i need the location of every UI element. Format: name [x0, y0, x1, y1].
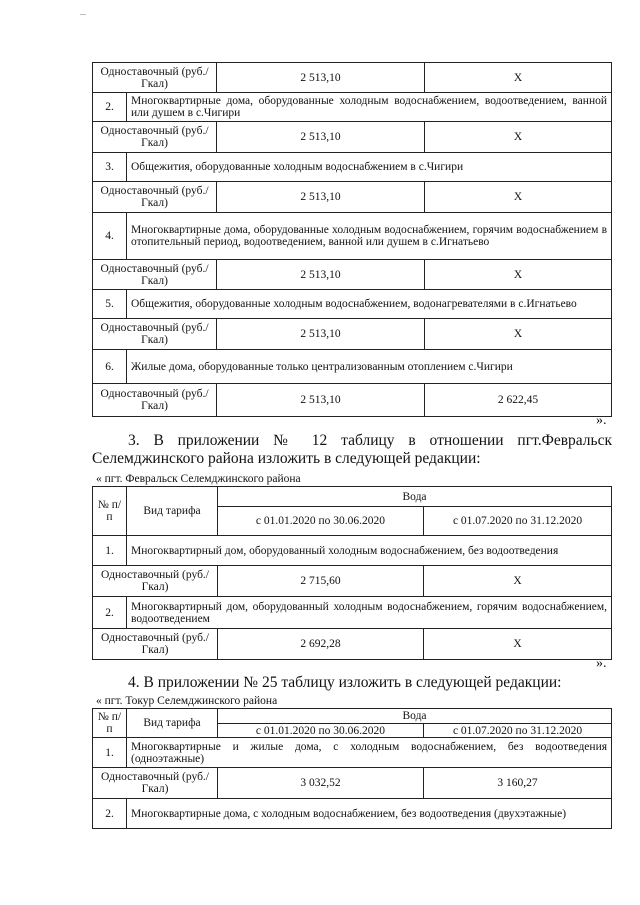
value-period-1: 2 513,10 — [217, 260, 425, 290]
row-description: Общежития, оборудованные холодным водоснабжением в с.Чигири — [127, 153, 612, 182]
tariff-table-fevralsk — [92, 486, 612, 660]
value-period-1: 2 513,10 — [217, 182, 425, 213]
header-period-1: с 01.01.2020 по 30.06.2020 — [218, 724, 424, 738]
value-period-1: 2 513,10 — [217, 384, 425, 417]
table-caption: « пгт. Токур Селемджинского района — [96, 695, 278, 707]
tariff-type-cell: Одноставочный (руб./Гкал) — [93, 63, 217, 93]
row-number: 3. — [93, 153, 127, 182]
table-row — [93, 153, 612, 182]
table-row — [93, 536, 612, 566]
tariff-type-cell: Одноставочный (руб./Гкал) — [93, 319, 217, 350]
row-description: Жилые дома, оборудованные только централизованным отоплением с.Чигири — [127, 350, 612, 384]
value-period-2: X — [425, 122, 612, 153]
header-number: № п/п — [93, 487, 127, 536]
tariff-type-cell: Одноставочный (руб./Гкал) — [93, 384, 217, 417]
table-row — [93, 738, 612, 768]
table-row — [93, 384, 612, 417]
tariff-type-cell: Одноставочный (руб./Гкал) — [93, 629, 218, 660]
table-row — [93, 93, 612, 122]
row-description: Многоквартирный дом, оборудованный холодным водоснабжением, горячим водоснабжением, водоотведением — [127, 597, 612, 629]
header-period-1: с 01.01.2020 по 30.06.2020 — [218, 507, 424, 536]
scan-mark — [80, 14, 86, 15]
table-row — [93, 350, 612, 384]
tariff-type-cell: Одноставочный (руб./Гкал) — [93, 260, 217, 290]
row-description: Общежития, оборудованные холодным водоснабжением, водонагревателями в с.Игнатьево — [127, 290, 612, 319]
tariff-type-cell: Одноставочный (руб./Гкал) — [93, 768, 218, 799]
value-period-1: 2 513,10 — [217, 63, 425, 93]
row-description: Многоквартирные дома, оборудованные холодным водоснабжением, водоотведением, ванной или душем в с.Чигири — [127, 93, 612, 122]
paragraph-3-line-2: Селемджинского района изложить в следующей редакции: — [92, 450, 481, 467]
table-header-row — [93, 487, 612, 507]
value-period-1: 2 513,10 — [217, 319, 425, 350]
table-row — [93, 260, 612, 290]
value-period-2: X — [425, 63, 612, 93]
row-number: 5. — [93, 290, 127, 319]
tariff-type-cell: Одноставочный (руб./Гкал) — [93, 182, 217, 213]
row-number: 1. — [93, 738, 127, 768]
table-row — [93, 566, 612, 597]
row-number: 2. — [93, 597, 127, 629]
table-header-row — [93, 709, 612, 724]
paragraph-3 — [92, 432, 612, 468]
header-period-2: с 01.07.2020 по 31.12.2020 — [424, 507, 612, 536]
table-row — [93, 799, 612, 829]
table-row — [93, 597, 612, 629]
header-period-2: с 01.07.2020 по 31.12.2020 — [424, 724, 612, 738]
closing-quote: ». — [596, 656, 607, 671]
value-period-2: X — [425, 319, 612, 350]
table-row — [93, 122, 612, 153]
paragraph-3-line-1: 3. В приложении № 12 таблицу в отношении пгт.Февральск — [128, 432, 612, 449]
table-row — [93, 629, 612, 660]
row-description: Многоквартирный дом, оборудованный холодным водоснабжением, без водоотведения — [127, 536, 612, 566]
row-description: Многоквартирные дома, оборудованные холодным водоснабжением, горячим водоснабжением в отопительный период, водоотведением, ванной или душем в с.Игнатьево — [127, 213, 612, 260]
value-period-1: 3 032,52 — [218, 768, 424, 799]
row-number: 1. — [93, 536, 127, 566]
value-period-2: 3 160,27 — [424, 768, 612, 799]
tariff-table-continued — [92, 62, 612, 417]
value-period-2: X — [425, 260, 612, 290]
header-number: № п/п — [93, 709, 127, 738]
row-number: 2. — [93, 93, 127, 122]
paragraph-4: 4. В приложении № 25 таблицу изложить в следующей редакции: — [128, 674, 562, 691]
value-period-2: X — [424, 629, 612, 660]
row-number: 2. — [93, 799, 127, 829]
header-tariff-type: Вид тарифа — [127, 709, 218, 738]
tariff-type-cell: Одноставочный (руб./Гкал) — [93, 566, 218, 597]
table-row — [93, 768, 612, 799]
table-row — [93, 213, 612, 260]
header-tariff-type: Вид тарифа — [127, 487, 218, 536]
table-caption: « пгт. Февральск Селемджинского района — [96, 473, 301, 485]
value-period-1: 2 715,60 — [218, 566, 424, 597]
tariff-type-cell: Одноставочный (руб./Гкал) — [93, 122, 217, 153]
row-description: Многоквартирные и жилые дома, с холодным водоснабжением, без водоотведения (одноэтажные) — [127, 738, 612, 768]
table-row — [93, 182, 612, 213]
value-period-1: 2 513,10 — [217, 122, 425, 153]
table-row — [93, 290, 612, 319]
value-period-2: X — [425, 182, 612, 213]
header-water: Вода — [218, 487, 612, 507]
table-row — [93, 63, 612, 93]
table-row — [93, 319, 612, 350]
row-number: 4. — [93, 213, 127, 260]
header-water: Вода — [218, 709, 612, 724]
closing-quote: ». — [596, 413, 607, 428]
value-period-1: 2 692,28 — [218, 629, 424, 660]
value-period-2: 2 622,45 — [425, 384, 612, 417]
row-number: 6. — [93, 350, 127, 384]
row-description: Многоквартирные дома, с холодным водоснабжением, без водоотведения (двухэтажные) — [127, 799, 612, 829]
value-period-2: X — [424, 566, 612, 597]
tariff-table-tokur — [92, 708, 612, 829]
